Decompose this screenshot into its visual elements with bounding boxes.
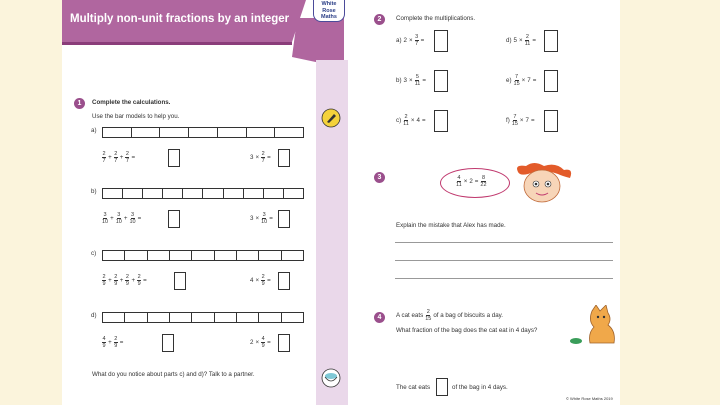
fraction: $\frac{7}{15}$ [511,114,518,127]
part-label: c) [91,250,97,257]
part-label: d) [91,312,97,319]
logo-line-3: Maths [321,14,337,20]
fraction: $\frac{2}{9}$ [261,274,265,287]
part-label: b) [91,188,97,195]
speech-fraction-b: $\frac{8}{22}$ [480,175,487,188]
answer-box[interactable] [278,334,290,352]
fraction: $\frac{3}{10}$ [115,212,122,225]
logo-line-1: White [321,1,337,7]
addition-expression: 3 10 + $\frac{3}{10}$ + $\frac{3}{10}$ = [102,212,142,225]
q1-prompt: Complete the calculations. [92,99,171,106]
q4-line-1: A cat eats 2 15 of a bag of biscuits a day. [396,309,504,322]
answer-box[interactable] [434,110,448,132]
answer-box[interactable] [278,149,290,167]
answer-line-1[interactable] [395,242,613,243]
q2-prompt: Complete the multiplications. [396,15,476,22]
fraction: $\frac{3}{10}$ [129,212,136,225]
answer-box[interactable] [162,334,174,352]
question-number-2: 2 [374,14,385,25]
multiplication-item: f) $\frac{7}{15}$ × 7 = [506,114,535,127]
pencil-icon [321,108,341,133]
fraction: $\frac{2}{9}$ [137,274,141,287]
bar-model [102,250,304,261]
question-number-3: 3 [374,172,385,183]
fraction: $\frac{4}{9}$ [261,336,265,349]
fraction: $\frac{2}{7}$ [125,151,129,164]
answer-box[interactable] [544,70,558,92]
answer-box[interactable] [174,272,186,290]
fraction: $\frac{2}{9}$ [125,274,129,287]
answer-box[interactable] [278,210,290,228]
copyright-text: © White Rose Maths 2019 [566,396,613,401]
addition-expression: 4 9 + $\frac{2}{9}$ = [102,336,124,349]
q4-answer-box[interactable] [436,378,448,396]
answer-box[interactable] [434,30,448,52]
multiplication-expression: 3 × $\frac{2}{7}$ = [250,151,271,164]
logo-line-2: Rose [322,7,336,14]
bar-model [102,312,304,323]
speech-expression: $\frac{4}{11}$ × 2 = $\frac{8}{22}$ [456,175,487,188]
bar-model [102,127,304,138]
answer-box[interactable] [278,272,290,290]
multiplication-item: b) 3 × $\frac{5}{11}$ = [396,74,426,87]
bar-model [102,188,304,199]
girl-character-icon [512,162,574,213]
fraction: $\frac{5}{11}$ [414,74,421,87]
answer-box[interactable] [434,70,448,92]
answer-box[interactable] [544,110,558,132]
answer-box[interactable] [544,30,558,52]
fraction: 2 7 [102,151,106,164]
q4-fraction: 2 15 [425,309,432,322]
logo [313,0,345,22]
fraction: $\frac{2}{11}$ [403,114,409,127]
fraction: $\frac{2}{7}$ [114,151,118,164]
addition-expression: 2 9 + $\frac{2}{9}$ + $\frac{2}{9}$ + $\frac{2}{9}$ = [102,274,147,287]
fraction: 4 9 [102,336,106,349]
q4-line-2: What fraction of the bag does the cat eat in 4 days? [396,327,538,334]
speech-fraction-a: $\frac{4}{11}$ [456,175,462,188]
fraction: $\frac{3}{7}$ [415,34,419,47]
multiplication-expression: 2 × $\frac{4}{9}$ = [250,336,271,349]
fraction: $\frac{2}{9}$ [114,274,118,287]
fraction: $\frac{7}{15}$ [513,74,520,87]
fraction: $\frac{2}{9}$ [114,336,118,349]
page-title: Multiply non-unit fractions by an integer [70,13,290,25]
fraction: 3 10 [102,212,109,225]
q4-answer-start: The cat eats [396,384,431,391]
q4-answer-end: of the bag in 4 days. [452,384,508,391]
multiplication-expression: 4 × $\frac{2}{9}$ = [250,274,271,287]
multiplication-item: d) 5 × $\frac{2}{11}$ = [506,34,536,47]
fraction: $\frac{2}{7}$ [261,151,265,164]
fraction: 2 9 [102,274,106,287]
fraction: $\frac{2}{11}$ [524,34,531,47]
answer-line-3[interactable] [395,278,613,279]
answer-line-2[interactable] [395,260,613,261]
multiplication-expression: 3 × $\frac{3}{10}$ = [250,212,273,225]
cat-icon [568,305,620,352]
addition-expression: 2 7 + $\frac{2}{7}$ + $\frac{2}{7}$ = [102,151,136,164]
multiplication-item: a) 2 × $\frac{3}{7}$ = [396,34,425,47]
question-number-1: 1 [74,98,85,109]
fraction: $\frac{3}{10}$ [261,212,268,225]
answer-box[interactable] [168,149,180,167]
question-number-4: 4 [374,312,385,323]
speech-multiplier: 2 [469,178,473,185]
answer-box[interactable] [168,210,180,228]
multiplication-item: e) $\frac{7}{15}$ × 7 = [506,74,537,87]
part-label: a) [91,127,97,134]
q1-instruction: Use the bar models to help you. [92,113,180,120]
q1-footer: What do you notice about parts c) and d)? Talk to a partner. [92,371,255,378]
mug-icon [321,368,341,393]
multiplication-item: c) $\frac{2}{11}$ × 4 = [396,114,426,127]
q3-prompt: Explain the mistake that Alex has made. [396,222,506,229]
